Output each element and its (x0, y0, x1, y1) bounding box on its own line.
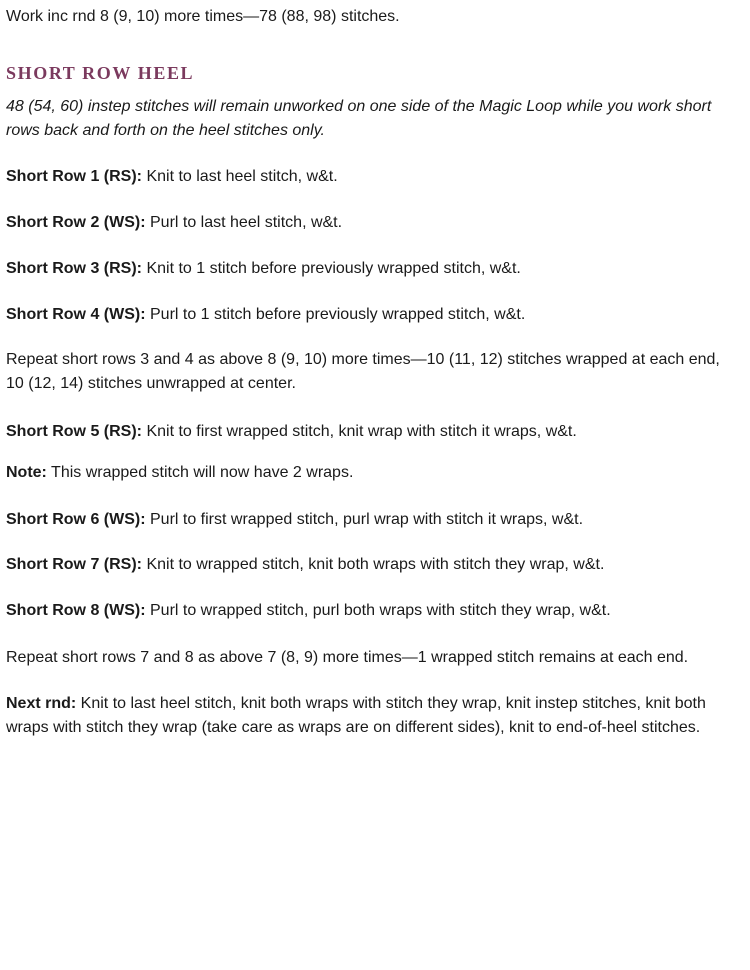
short-row-6 (6, 508, 734, 532)
row-text: Knit to first wrapped stitch, knit wrap with stitch it wraps, w&t. (142, 423, 577, 440)
row-text: Purl to 1 stitch before previously wrapped stitch, w&t. (145, 306, 526, 323)
row-label: Short Row 4 (WS): (6, 306, 146, 323)
section-intro: 48 (54, 60) instep stitches will remain unworked on one side of the Magic Loop while you work short rows back and forth on the heel stitches only. (6, 98, 712, 139)
inc-round-line: Work inc rnd 8 (9, 10) more times—78 (88, 98) stitches. (6, 8, 400, 25)
repeat-instruction-1: Repeat short rows 3 and 4 as above 8 (9, 10) more times—10 (11, 12) stitches wrapped at each end, 10 (12, 14) stitches unwrapped at center. (6, 351, 720, 392)
row-text: Purl to last heel stitch, w&t. (145, 214, 343, 231)
next-round (6, 692, 734, 740)
short-row-5 (6, 420, 734, 444)
short-row-3 (6, 257, 734, 281)
short-row-4 (6, 303, 734, 327)
row-text: Knit to 1 stitch before previously wrapped stitch, w&t. (142, 260, 521, 277)
row-label: Short Row 5 (RS): (6, 423, 142, 440)
row-text: Purl to first wrapped stitch, purl wrap with stitch it wraps, w&t. (145, 511, 584, 528)
section-heading: SHORT ROW HEEL (6, 63, 195, 83)
repeat-instruction-2: Repeat short rows 7 and 8 as above 7 (8, 9) more times—1 wrapped stitch remains at each end. (6, 649, 689, 666)
next-round-text: Knit to last heel stitch, knit both wraps with stitch they wrap, knit instep stitches, knit both wraps with stitch they wrap (take care as wraps are on different sides), knit to end-of-heel stitches. (6, 695, 706, 736)
note-label: Note: (6, 464, 47, 481)
row-label: Short Row 2 (WS): (6, 214, 146, 231)
row-label: Short Row 7 (RS): (6, 556, 142, 573)
note-text: This wrapped stitch will now have 2 wraps. (46, 464, 354, 481)
row-label: Short Row 6 (WS): (6, 511, 146, 528)
row-text: Knit to last heel stitch, w&t. (142, 168, 338, 185)
short-row-7 (6, 553, 734, 577)
row-label: Short Row 8 (WS): (6, 602, 146, 619)
short-row-8 (6, 599, 734, 623)
next-round-label: Next rnd: (6, 695, 77, 712)
row-label: Short Row 1 (RS): (6, 168, 142, 185)
row-label: Short Row 3 (RS): (6, 260, 142, 277)
row-text: Knit to wrapped stitch, knit both wraps with stitch they wrap, w&t. (142, 556, 605, 573)
note (6, 461, 734, 485)
short-row-1 (6, 165, 734, 189)
short-row-2 (6, 211, 734, 235)
row-text: Purl to wrapped stitch, purl both wraps with stitch they wrap, w&t. (145, 602, 611, 619)
